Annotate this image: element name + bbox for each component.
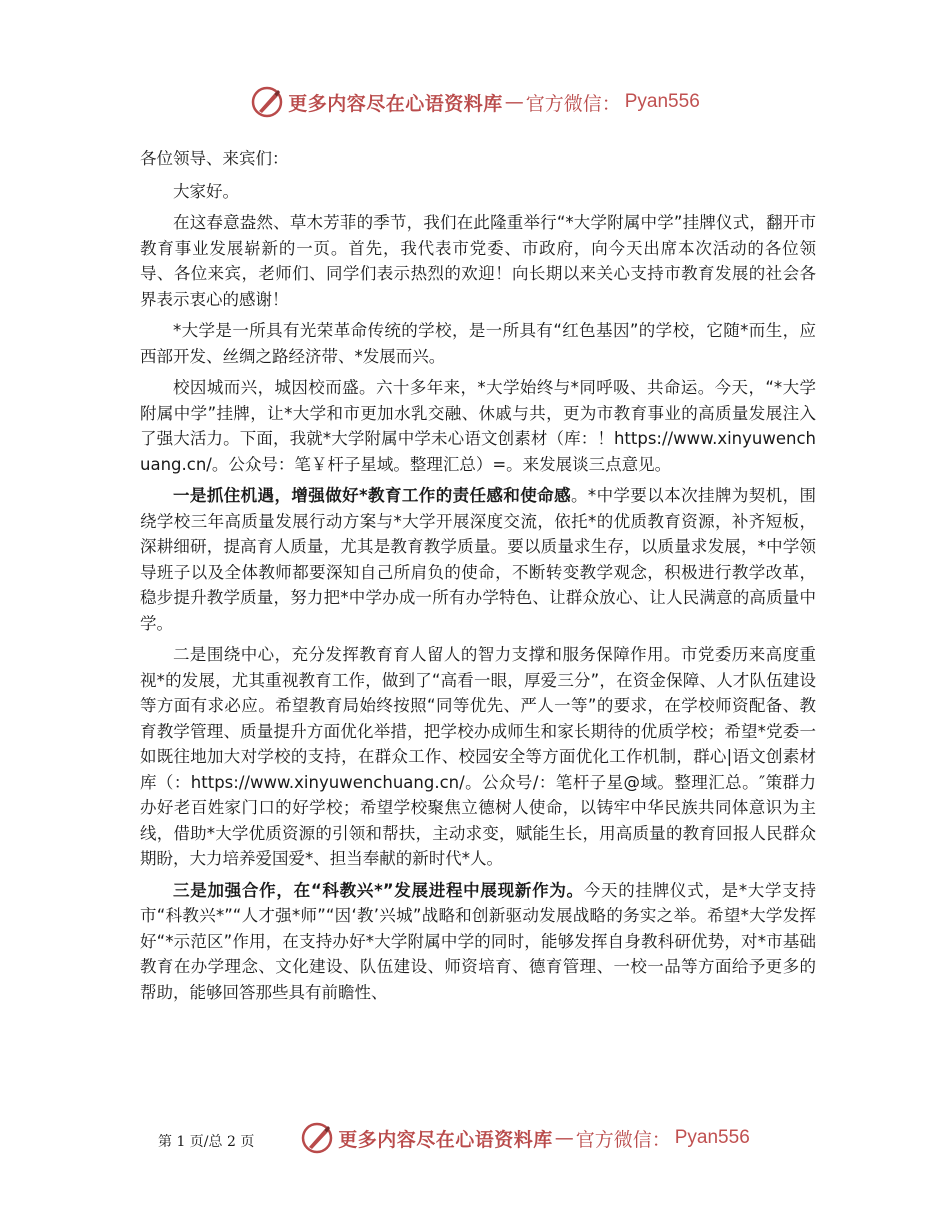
banner-official-label: 官方微信： <box>525 92 621 115</box>
pen-logo-icon <box>300 1121 334 1155</box>
document-body <box>140 146 816 1011</box>
banner-official-label: 官方微信： <box>575 1128 671 1151</box>
paragraph-greeting: 大家好。 <box>173 181 239 201</box>
point-three-heading: 三是加强合作，在“科教兴*”发展进程中展现新作为。 <box>173 880 584 900</box>
paragraph-point-two: 二是围绕中心，充分发挥教育育人留人的智力支撑和服务保障作用。市党委历来高度重视*的发展，尤其重视教育工作，做到了“高看一眼，厚爱三分”，在资金保障、人才队伍建设等方面有求必应。希望教育局始终按照“同等优先、严人一等”的要求，在学校师资配备、教育教学管理、质量提升方面优化举措，把学校办成师生和家长期待的优质学校；希望*党委一如既往地加大对学校的支持，在群众工作、校园安全等方面优化工作机制，群心|语文创素材库（：https://www.xinyuwenchuang.cn/。公众号/：笔杆子星@域。整理汇总。″策群力办好老百姓家门口的好学校；希望学校聚焦立德树人使命，以铸牢中华民族共同体意识为主线，借助*大学优质资源的引领和帮扶，主动求变，赋能生长，用高质量的教育回报人民群众期盼，大力培养爱国爱*、担当奉献的新时代*人。 <box>140 645 816 868</box>
paragraph-city-school: 校因城而兴，城因校而盛。六十多年来，*大学始终与*同呼吸、共命运。今天，“*大学附属中学”挂牌，让*大学和市更加水乳交融、休戚与共，更为市教育事业的高质量发展注入了强大活力。下面，我就*大学附属中学未心语文创素材（库：！https://www.xinyuwenchuang.cn/。公众号：笔￥杆子星域。整理汇总）=。来发展谈三点意见。 <box>140 378 816 474</box>
header-banner <box>0 82 950 122</box>
banner-wechat-id: Pyan556 <box>674 1127 750 1148</box>
pen-logo-icon <box>250 85 284 119</box>
banner-wechat-id: Pyan556 <box>624 91 700 112</box>
salutation: 各位领导、来宾们： <box>140 149 289 168</box>
page-number: 第 1 页/总 2 页 <box>158 1134 255 1150</box>
banner-dash: — <box>504 91 524 113</box>
footer-banner <box>0 1118 950 1158</box>
banner-title: 更多内容尽在心语资料库 <box>338 1128 553 1151</box>
point-three-body: 今天的挂牌仪式，是*大学支持市“科教兴*”“人才强*师”“因‘教’兴城”战略和创新驱动发展战略的务实之举。希望*大学发挥好“*示范区”作用，在支持办好*大学附属中学的同时，能够发挥自身教科研优势，对*市基础教育在办学理念、文化建设、队伍建设、师资培育、德育管理、一校一品等方面给予更多的帮助，能够回答那些具有前瞻性、 <box>140 880 816 1002</box>
paragraph-opening: 在这春意盎然、草木芳菲的季节，我们在此隆重举行“*大学附属中学”挂牌仪式，翻开市教育事业发展崭新的一页。首先，我代表市党委、市政府，向今天出席本次活动的各位领导、各位来宾，老师们、同学们表示热烈的欢迎！向长期以来关心支持市教育发展的社会各界表示衷心的感谢！ <box>140 213 816 309</box>
point-one-heading: 一是抓住机遇，增强做好*教育工作的责任感和使命感 <box>173 486 571 505</box>
paragraph-point-three <box>140 878 816 1006</box>
paragraph-point-one <box>140 483 816 636</box>
paragraph-university-intro: *大学是一所具有光荣革命传统的学校，是一所具有“红色基因”的学校，它随*而生，应西部开发、丝绸之路经济带、*发展而兴。 <box>140 321 816 366</box>
point-one-body: 。*中学要以本次挂牌为契机，围绕学校三年高质量发展行动方案与*大学开展深度交流，依托*的优质教育资源，补齐短板，深耕细研，提高育人质量，尤其是教育教学质量。要以质量求生存，以质量求发展，*中学领导班子以及全体教师都要深知自己所肩负的使命，不断转变教学观念，积极进行教学改革，稳步提升教学质量，努力把*中学办成一所有办学特色、让群众放心、让人民满意的高质量中学。 <box>140 486 817 633</box>
banner-title: 更多内容尽在心语资料库 <box>288 92 503 115</box>
banner-dash: — <box>554 1127 574 1149</box>
